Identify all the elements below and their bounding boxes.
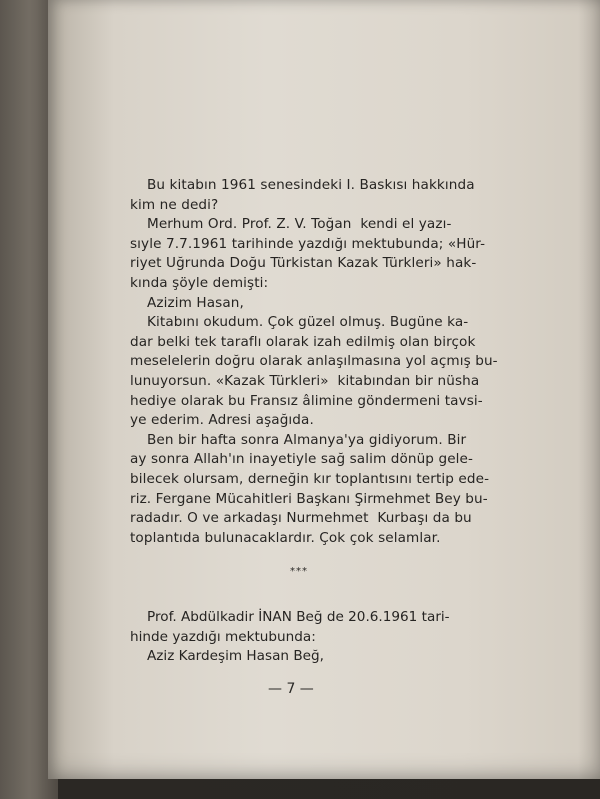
text-line: sıyle 7.7.1961 tarihinde yazdığı mektubunda; «Hür- [130, 235, 486, 252]
text-line: meselelerin doğru olarak anlaşılmasına yol açmış bu- [130, 353, 498, 370]
letter-2-text [130, 608, 490, 667]
text-line: ay sonra Allah'ın inayetiyle sağ salim dönüp gele- [130, 451, 473, 468]
page-number: — 7 — [268, 681, 314, 697]
text-line: riz. Fergane Mücahitleri Başkanı Şirmehmet Bey bu- [130, 490, 488, 507]
page-shadow [578, 0, 600, 779]
text-line: hinde yazdığı mektubunda: [130, 628, 316, 645]
text-line: kim ne dedi? [130, 196, 219, 213]
text-line: hediye olarak bu Fransız âlimine göndermeni tavsi- [130, 392, 483, 409]
text-line: toplantıda bulunacaklardır. Çok çok selamlar. [130, 529, 441, 546]
text-line: Ben bir hafta sonra Almanya'ya gidiyorum. Bir [147, 431, 467, 448]
text-line: riyet Uğrunda Doğu Türkistan Kazak Türkleri» hak- [130, 255, 477, 272]
letter-1-text [130, 176, 498, 548]
text-line: Merhum Ord. Prof. Z. V. Toğan kendi el yazı- [147, 216, 452, 233]
text-line: radadır. O ve arkadaşı Nurmehmet Kurbaşı da bu [130, 510, 472, 527]
text-line: Kitabını okudum. Çok güzel olmuş. Bugüne ka- [147, 314, 469, 331]
text-line: dar belki tek taraflı olarak izah edilmiş olan birçok [130, 333, 476, 350]
text-line: bilecek olursam, derneğin kır toplantısını tertip ede- [130, 470, 490, 487]
text-line: ye ederim. Adresi aşağıda. [130, 412, 314, 429]
text-line: kında şöyle demişti: [130, 274, 269, 291]
salutation: Azizim Hasan, [147, 294, 244, 311]
text-line: lunuyorsun. «Kazak Türkleri» kitabından bir nüsha [130, 372, 480, 389]
text-line: Prof. Abdülkadir İNAN Beğ de 20.6.1961 tari- [147, 609, 450, 625]
text-line: Bu kitabın 1961 senesindeki I. Baskısı hakkında [147, 177, 475, 193]
section-separator: *** [290, 566, 308, 577]
salutation: Aziz Kardeşim Hasan Beğ, [147, 648, 324, 665]
